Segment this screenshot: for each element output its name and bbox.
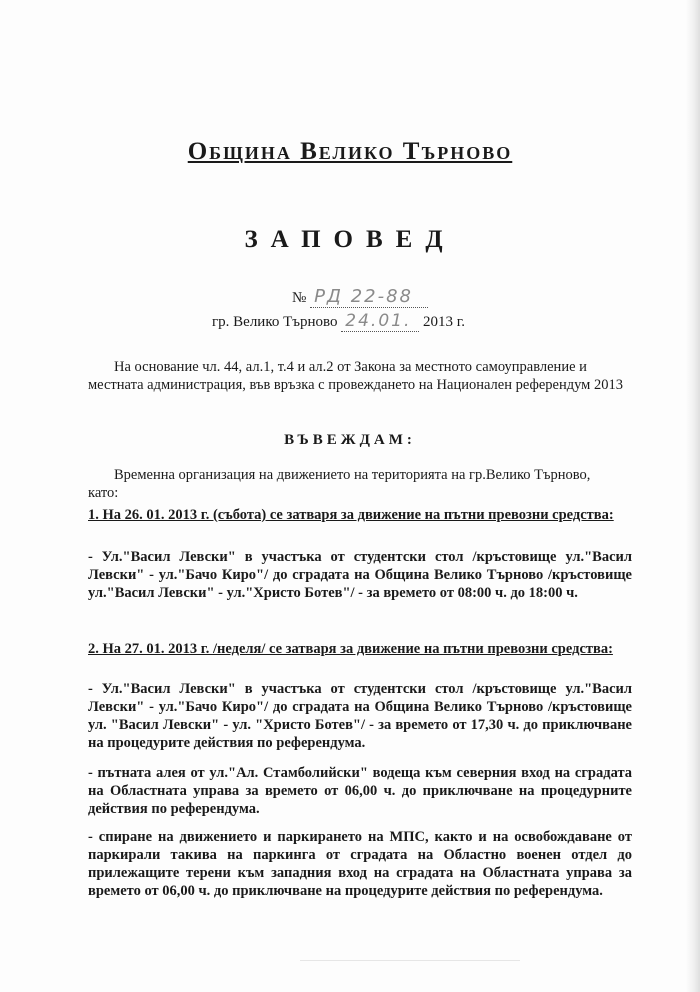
item1-heading: 1. На 26. 01. 2013 г. (събота) се затваря за движение на пътни превозни средства: bbox=[88, 507, 614, 523]
order-date-line bbox=[212, 311, 465, 332]
order-number-line bbox=[292, 286, 428, 308]
number-prefix: № bbox=[292, 290, 307, 306]
legal-basis-rest: местната администрация, във връзка с провеждането на Национален референдум 2013 bbox=[88, 377, 623, 393]
order-number-handwritten: РД 22-88 bbox=[310, 286, 428, 308]
legal-basis-lead: На основание чл. 44, ал.1, т.4 и ал.2 от Закона за местното самоуправление и bbox=[114, 359, 587, 375]
item2-bullet-2: - пътната алея от ул."Ал. Стамболийски" водеща към северния вход на сградата на Областната управа за времето от 06,00 ч. до приключване на процедурните действия по референдума. bbox=[88, 765, 632, 817]
introduce-heading: ВЪВЕЖДАМ: bbox=[284, 432, 416, 448]
scan-artifact-line bbox=[300, 960, 520, 961]
item2-heading: 2. На 27. 01. 2013 г. /неделя/ се затваря за движение на пътни превозни средства: bbox=[88, 641, 613, 657]
legal-basis-paragraph bbox=[88, 358, 632, 394]
item2-bullet-3: - спиране на движението и паркирането на МПС, както и на освобождаване от паркирали такива на паркинга от сградата на Областно военен отдел до прилежащите терени към западния вход на сградата на Областната управа за времето от 06,00 ч. до приключване на процедурите действия по референдума. bbox=[88, 829, 632, 899]
organization-note-lead: Временна организация на движението на територията на гр.Велико Търново, bbox=[114, 467, 591, 483]
organization-note-rest: като: bbox=[88, 485, 119, 501]
date-year: 2013 г. bbox=[423, 314, 465, 330]
order-date-handwritten: 24.01. bbox=[341, 311, 419, 332]
item2-bullet-1: - Ул."Васил Левски" в участъка от студентски стол /кръстовище ул."Васил Левски" - ул."Бачо Киро"/ до сградата на Община Велико Търново /кръстовище ул. "Васил Левски" - ул. "Христо Ботев"/ - за времето от 17,30 ч. до приключване на процедурите действия по референдума. bbox=[88, 681, 632, 751]
document-title: ЗАПОВЕД bbox=[244, 226, 456, 253]
organization-note bbox=[88, 466, 632, 502]
organization-heading: Община Велико Търново bbox=[187, 138, 513, 165]
date-place: гр. Велико Търново bbox=[212, 314, 338, 330]
item1-bullet: - Ул."Васил Левски" в участъка от студентски стол /кръстовище ул."Васил Левски" - ул."Бачо Киро"/ до сградата на Община Велико Търново /кръстовище ул."Васил Левски" - ул."Христо Ботев"/ - за времето от 08:00 ч. до 18:00 ч. bbox=[88, 549, 632, 601]
